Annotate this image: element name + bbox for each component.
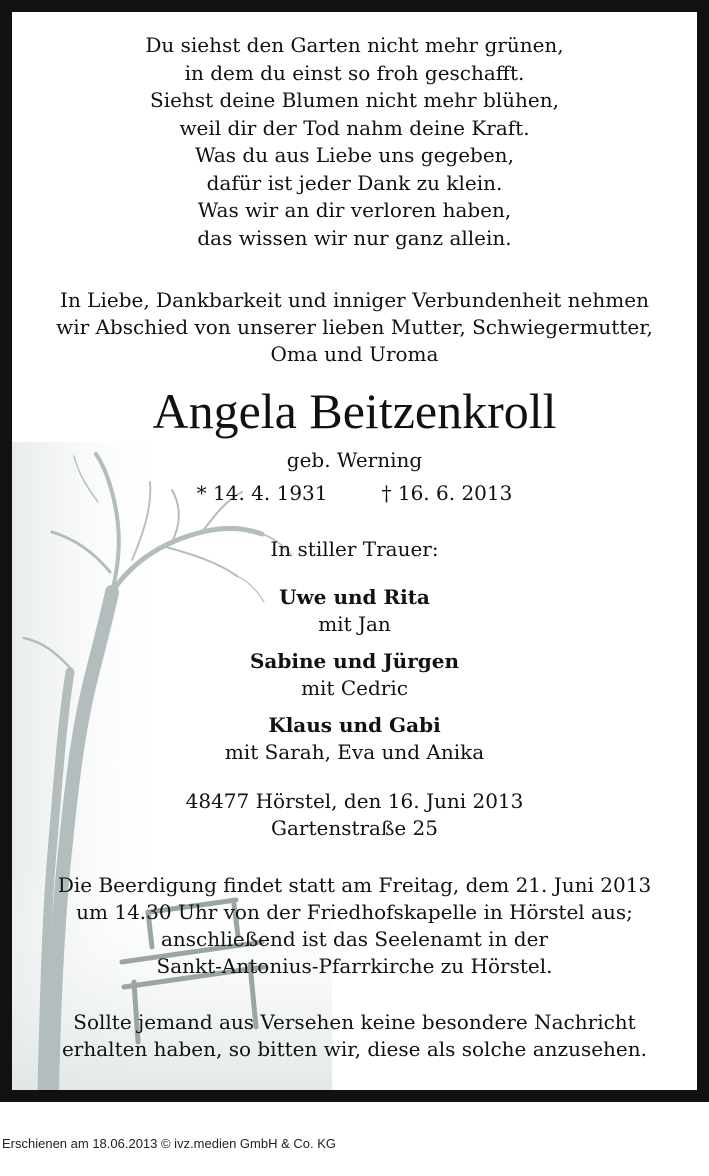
notification-note [12,1009,697,1063]
birth-name: geb. Werning [286,448,423,472]
family-group [12,584,697,638]
poem-line: das wissen wir nur ganz allein. [197,225,512,250]
farewell-intro [12,287,697,368]
funeral-details [12,872,697,980]
family-group [12,712,697,766]
family-children: mit Jan [318,612,391,636]
funeral-line: Die Beerdigung findet statt am Freitag, dem 21. Juni 2013 [57,873,652,897]
poem-line: dafür ist jeder Dank zu klein. [206,170,503,195]
family-children: mit Sarah, Eva und Anika [224,740,485,764]
poem-line: Was du aus Liebe uns gegeben, [195,143,514,167]
publication-footer: Erschienen am 18.06.2013 © ivz.medien GmbH & Co. KG [2,1136,337,1151]
poem-line: Siehst deine Blumen nicht mehr blühen, [150,88,559,112]
poem-line: weil dir der Tod nahm deine Kraft. [179,115,530,140]
mourning-heading: In stiller Trauer: [270,537,439,561]
family-children: mit Cedric [301,676,408,700]
funeral-line: um 14.30 Uhr von der Friedhofskapelle in Hörstel aus; [76,900,633,924]
street-address: Gartenstraße 25 [270,816,438,840]
birth-date: * 14. 4. 1931 [196,481,328,505]
funeral-line: anschließend ist das Seelenamt in der [160,927,549,951]
life-dates [12,479,697,507]
poem-line: in dem du einst so froh geschafft. [184,60,525,85]
intro-line: In Liebe, Dankbarkeit und inniger Verbundenheit nehmen [60,288,649,312]
family-address [12,788,697,842]
obituary-card [12,12,697,1090]
poem-line: Was wir an dir verloren haben, [197,198,512,222]
family-group [12,648,697,702]
intro-line: wir Abschied von unserer lieben Mutter, Schwiegermutter, [56,315,653,339]
note-line: Sollte jemand aus Versehen keine besondere Nachricht [73,1010,636,1034]
deceased-name: Angela Beitzenkroll [152,383,557,439]
note-line: erhalten haben, so bitten wir, diese als solche anzusehen. [61,1037,648,1061]
funeral-line: Sankt-Antonius-Pfarrkirche zu Hörstel. [156,954,553,978]
place-and-date: 48477 Hörstel, den 16. Juni 2013 [185,789,524,813]
intro-line: Oma und Uroma [270,342,439,366]
poem-line: Du siehst den Garten nicht mehr grünen, [145,33,564,57]
memorial-poem [12,32,697,252]
family-names: Uwe und Rita [279,585,430,609]
family-names: Klaus und Gabi [268,713,441,737]
family-names: Sabine und Jürgen [249,649,460,673]
death-date: † 16. 6. 2013 [381,481,513,505]
